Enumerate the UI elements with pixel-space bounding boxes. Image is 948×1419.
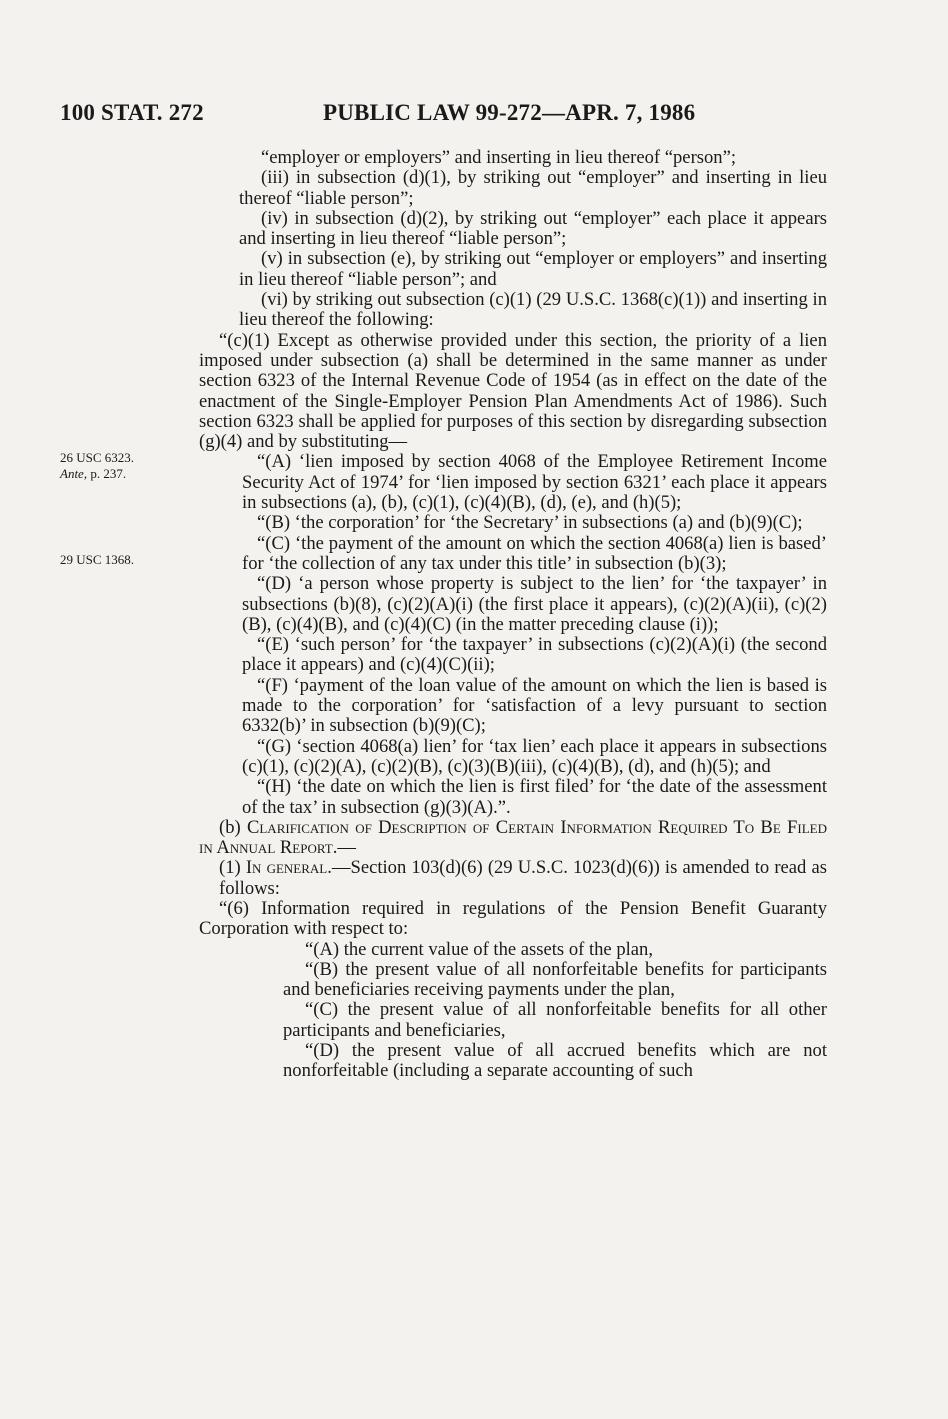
section-heading-text: Clarification of Description of Certain Information Required To Be Filed in Annual Report. xyxy=(199,816,827,859)
paragraph: (iv) in subsection (d)(2), by striking out “employer” each place it appears and inserting in lieu thereof “liable person”; xyxy=(239,207,827,250)
margin-note-usc-1368: 29 USC 1368. xyxy=(60,552,135,567)
paragraph-text: —Section 103(d)(6) (29 U.S.C. 1023(d)(6)) is amended to read as follows: xyxy=(219,857,827,899)
subparagraph: “(B) ‘the corporation’ for ‘the Secretary’ in subsections (a) and (b)(9)(C); xyxy=(257,512,803,534)
list-item: “(C) the present value of all nonforfeitable benefits for all other participants and beneficiaries, xyxy=(283,999,827,1041)
page-title: PUBLIC LAW 99-272—APR. 7, 1986 xyxy=(323,100,696,125)
section-prefix: (b) xyxy=(219,816,247,838)
paragraph: (vi) by striking out subsection (c)(1) (29 U.S.C. 1368(c)(1)) and inserting in lieu thereof the following: xyxy=(239,289,827,331)
subparagraph: “(A) ‘lien imposed by section 4068 of the Employee Retirement Income Security Act of 1974’ for ‘lien imposed by section 6321’ each place it appears in subsections (a), (b), (c)(1), (c)(4)(B), (d), (e), and (h)(5); xyxy=(242,451,827,514)
paragraph: “(6) Information required in regulations of the Pension Benefit Guaranty Corporation with respect to: xyxy=(199,897,827,940)
subparagraph: “(D) ‘a person whose property is subject to the lien’ for ‘the taxpayer’ in subsections (b)(8), (c)(2)(A)(i) (the first place it appears), (c)(2)(A)(ii), (c)(2)(B), (c)(4)(B), and (c)(4)(C) (in the matter preceding clause (i)); xyxy=(242,573,827,635)
subparagraph: “(C) ‘the payment of the amount on which the section 4068(a) lien is based’ for ‘the collection of any tax under this title’ in subsection (b)(3); xyxy=(242,532,827,574)
subparagraph: “(F) ‘payment of the loan value of the amount on which the lien is based is made to the corporation’ for ‘satisfaction of a levy pursuant to section 6332(b)’ in subsection (b)(9)(C); xyxy=(242,674,827,737)
section-heading-b xyxy=(199,818,827,859)
list-item: “(A) the current value of the assets of the plan, xyxy=(305,938,653,960)
paragraph: “(c)(1) Except as otherwise provided under this section, the priority of a lien imposed under subsection (a) shall be determined in the same manner as under section 6323 of the Internal Revenue Code of 1954 (as in effect on the date of the enactment of the Single-Employer Pension Plan Amendments Act of 1986). Such section 6323 shall be applied for purposes of this section by disregarding subsection (g)(4) and by substituting— xyxy=(199,329,827,453)
paragraph: (iii) in subsection (d)(1), by striking out “employer” and inserting in lieu thereof “liable person”; xyxy=(239,167,827,209)
subparagraph: “(H) ‘the date on which the lien is first filed’ for ‘the date of the assessment of the tax’ in subsection (g)(3)(A).”. xyxy=(242,776,827,818)
paragraph-in-general xyxy=(199,858,827,899)
list-item: “(D) the present value of all accrued benefits which are not nonforfeitable (including a separate accounting of such xyxy=(283,1040,827,1082)
statute-body xyxy=(199,148,827,1082)
margin-note-line xyxy=(60,466,134,482)
paragraph: (v) in subsection (e), by striking out “employer or employers” and inserting in lieu thereof “liable person”; and xyxy=(239,248,827,290)
paragraph: “employer or employers” and inserting in lieu thereof “person”; xyxy=(261,147,737,168)
section-dash: — xyxy=(337,837,356,859)
paragraph-prefix: (1) xyxy=(219,857,246,879)
list-item: “(B) the present value of all nonforfeitable benefits for participants and beneficiaries receiving payments under the plan, xyxy=(283,958,827,1001)
margin-note-italic: Ante, xyxy=(60,466,88,481)
margin-note-line: 26 USC 6323. xyxy=(60,450,135,465)
margin-note-text: p. 237. xyxy=(87,466,127,481)
paragraph-heading: In general. xyxy=(245,857,332,879)
stat-page-reference: 100 STAT. 272 xyxy=(60,100,204,125)
margin-note-usc-6323 xyxy=(60,450,134,482)
subparagraph: “(E) ‘such person’ for ‘the taxpayer’ in subsections (c)(2)(A)(i) (the second place it appears) and (c)(4)(C)(ii); xyxy=(242,634,827,676)
subparagraph: “(G) ‘section 4068(a) lien’ for ‘tax lien’ each place it appears in subsections (c)(1), (c)(2)(A), (c)(2)(B), (c)(3)(B)(iii), (c)(4)(B), (d), and (h)(5); and xyxy=(242,735,827,777)
